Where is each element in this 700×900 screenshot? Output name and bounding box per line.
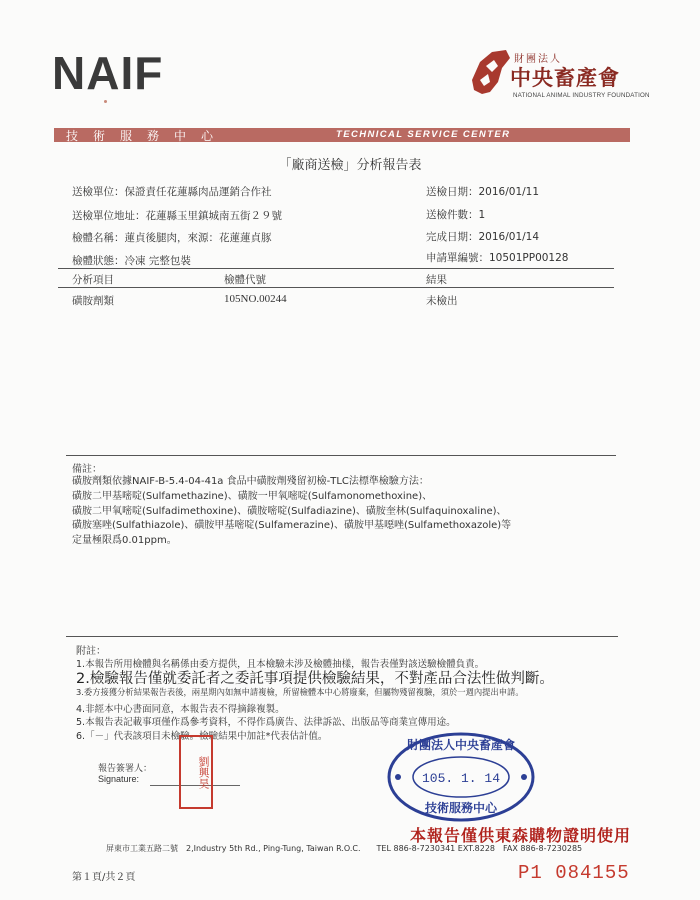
official-seal — [386, 731, 536, 823]
info-label: 送檢件數： — [426, 209, 479, 221]
info-label: 檢體狀態： — [72, 255, 125, 267]
org-name-en: NATIONAL ANIMAL INDUSTRY FOUNDATION — [513, 92, 650, 99]
info-label: 送檢單位地址： — [72, 210, 146, 222]
info-value: 花蓮縣玉里鎮城南五街２９號 — [145, 210, 282, 222]
info-label: 送檢日期： — [426, 186, 479, 198]
remark-item: 1.本報告所用檢體與名稱係由委方提供，且本檢驗未涉及檢體抽樣，報告表僅對該送驗檢體負責。 — [76, 659, 485, 670]
footer-address: 屏東市工業五路二號 2,Industry 5th Rd., Ping-Tung, Taiwan R.O.C. TEL 886-8-7230341 EXT.8228 FAX 886-8-7230285 — [106, 844, 583, 853]
remark-item: 5.本報告表記載事項僅作爲參考資料，不得作爲廣告、法律訴訟、出版品等商業宣傳用途。 — [76, 717, 456, 728]
info-sender-address — [72, 208, 282, 223]
info-sender-unit — [72, 184, 272, 199]
logo-dot — [104, 100, 107, 103]
remark-item-emphasis: 2.檢驗報告僅就委託者之委託事項提供檢驗結果，不對產品合法性做判斷。 — [76, 671, 554, 687]
table-header-rule — [58, 287, 614, 288]
info-value: 冷凍 完整包裝 — [124, 255, 191, 267]
remark-item: 3.委方接獲分析結果報告表後，兩星期內如無申請複檢，所留檢體本中心將廢棄，但屬物殘留複驗，須於一週內提出申請。 — [76, 687, 524, 697]
seal-date: 105. 1. 14 — [421, 771, 501, 786]
serial-number: P1 084155 — [518, 862, 630, 884]
seal-top-text: 財團法人中央畜產會 — [406, 738, 516, 752]
notes-label: 備註： — [72, 464, 102, 475]
info-sample-count — [426, 207, 485, 222]
notes-line: 定量極限爲0.01ppm。 — [72, 535, 177, 546]
band-title-zh: 技術服務中心 — [66, 129, 229, 143]
remark-item: 4.非經本中心書面同意，本報告表不得摘錄複製。 — [76, 704, 285, 715]
info-submit-date — [426, 184, 539, 199]
notes-line: 磺胺二甲氧嘧啶(Sulfadimethoxine)、磺胺嘧啶(Sulfadiazine)、磺胺奎林(Sulfaquinoxaline)、 — [72, 506, 507, 517]
org-label-small: 財團法人 — [514, 54, 562, 65]
proof-note: 本報告僅供東森購物證明使用 — [410, 826, 632, 845]
band-title-en: TECHNICAL SERVICE CENTER — [336, 129, 511, 140]
notes-top-rule — [66, 455, 616, 456]
info-application-no — [426, 250, 568, 265]
info-value: 10501PP00128 — [489, 252, 569, 264]
signature-label-en: Signature: — [98, 774, 140, 784]
info-value: 2016/01/14 — [478, 231, 540, 243]
table-cell-item: 磺胺劑類 — [72, 295, 114, 307]
info-label: 檢體名稱： — [72, 232, 125, 244]
page-number: 第１頁/共２頁 — [72, 872, 136, 883]
table-cell-sample-code: 105NO.00244 — [224, 293, 287, 305]
table-header-item: 分析項目 — [72, 274, 114, 286]
info-label: 完成日期： — [426, 231, 479, 243]
info-label: 申請單編號： — [426, 252, 489, 264]
info-label: 送檢單位： — [72, 186, 125, 198]
table-cell-result: 未檢出 — [426, 295, 458, 307]
remark-item: 6.「－」代表該項目未檢驗。檢驗結果中加註*代表估計值。 — [76, 731, 328, 742]
signature-label-zh: 報告簽署人： — [98, 764, 153, 774]
table-header-result: 結果 — [426, 274, 447, 286]
notes-line: 磺胺二甲基嘧啶(Sulfamethazine)、磺胺一甲氧嘧啶(Sulfamonomethoxine)、 — [72, 491, 433, 502]
org-name: 中央畜產會 — [510, 66, 620, 90]
info-sample-state — [72, 253, 191, 268]
table-header-sample-code: 檢體代號 — [224, 274, 266, 286]
signatory-stamp: 劉興昊 — [179, 735, 213, 809]
notes-line: 磺胺劑類依據NAIF-B-5.4-04-41a 食品中磺胺劑殘留初檢-TLC法標準檢驗方法： — [72, 476, 429, 487]
remarks-label: 附註： — [76, 646, 106, 657]
info-value: 保證責任花蓮縣肉品運銷合作社 — [124, 186, 272, 198]
info-value: 蓮貞後腿肉，來源：花蓮蓮貞豚 — [124, 232, 272, 244]
info-sample-name — [72, 230, 272, 245]
naif-logo: NAIF — [52, 47, 164, 99]
info-value: 1 — [478, 209, 486, 221]
seal-bottom-text: 技術服務中心 — [424, 801, 498, 815]
remarks-top-rule — [66, 636, 618, 637]
notes-line: 磺胺塞唑(Sulfathiazole)、磺胺甲基嘧啶(Sulfamerazine)、磺胺甲基噁唑(Sulfamethoxazole)等 — [72, 520, 512, 531]
info-complete-date — [426, 229, 539, 244]
info-value: 2016/01/11 — [478, 186, 540, 198]
report-title: 「廠商送檢」分析報告表 — [278, 158, 422, 173]
table-top-rule — [58, 268, 614, 269]
